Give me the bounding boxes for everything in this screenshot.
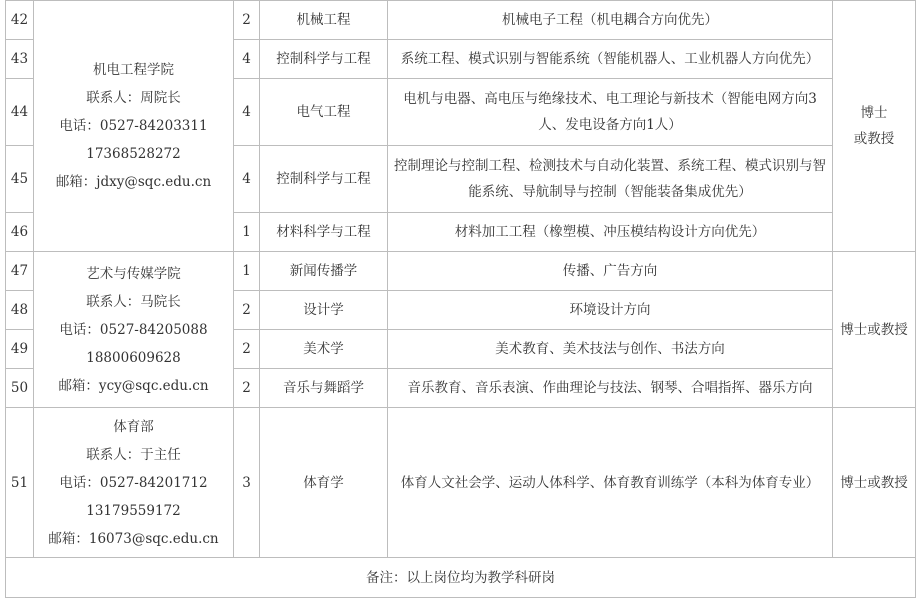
discipline: 机械工程 bbox=[260, 1, 388, 40]
degree-requirement bbox=[833, 1, 916, 252]
email-address: 邮箱：ycy@sqc.edu.cn bbox=[58, 377, 209, 394]
position-count: 1 bbox=[234, 213, 260, 252]
email-address: 邮箱：16073@sqc.edu.cn bbox=[48, 530, 219, 547]
row-number: 45 bbox=[6, 146, 34, 213]
research-direction: 音乐教育、音乐表演、作曲理论与技法、钢琴、合唱指挥、器乐方向 bbox=[388, 369, 833, 408]
phone-number: 电话：0527-84201712 bbox=[59, 474, 208, 491]
research-direction: 美术教育、美术技法与创作、书法方向 bbox=[388, 330, 833, 369]
position-count: 4 bbox=[234, 40, 260, 79]
table-row bbox=[6, 252, 916, 291]
contact-person: 联系人：于主任 bbox=[86, 446, 181, 463]
research-direction: 体育人文社会学、运动人体科学、体育教育训练学（本科为体育专业） bbox=[388, 408, 833, 558]
row-number: 51 bbox=[6, 408, 34, 558]
row-number: 46 bbox=[6, 213, 34, 252]
college-name: 体育部 bbox=[113, 418, 154, 435]
position-count: 4 bbox=[234, 146, 260, 213]
position-count: 3 bbox=[234, 408, 260, 558]
position-count: 2 bbox=[234, 291, 260, 330]
discipline: 电气工程 bbox=[260, 79, 388, 146]
discipline: 材料科学与工程 bbox=[260, 213, 388, 252]
college-name: 机电工程学院 bbox=[93, 62, 174, 78]
position-count: 4 bbox=[234, 79, 260, 146]
contact-person: 联系人：马院长 bbox=[86, 293, 181, 310]
row-number: 50 bbox=[6, 369, 34, 408]
row-number: 43 bbox=[6, 40, 34, 79]
row-number: 42 bbox=[6, 1, 34, 40]
position-count: 2 bbox=[234, 1, 260, 40]
table-note: 备注：以上岗位均为教学科研岗 bbox=[6, 558, 916, 598]
row-number: 48 bbox=[6, 291, 34, 330]
mobile-number: 13179559172 bbox=[86, 502, 181, 519]
discipline: 新闻传播学 bbox=[260, 252, 388, 291]
discipline: 体育学 bbox=[260, 408, 388, 558]
position-count: 2 bbox=[234, 330, 260, 369]
college-contact-cell bbox=[34, 1, 234, 252]
row-number: 49 bbox=[6, 330, 34, 369]
mobile-number: 18800609628 bbox=[86, 349, 181, 366]
college-contact-cell bbox=[34, 252, 234, 408]
research-direction: 系统工程、模式识别与智能系统（智能机器人、工业机器人方向优先） bbox=[388, 40, 833, 79]
degree-requirement: 博士或教授 bbox=[833, 252, 916, 408]
discipline: 控制科学与工程 bbox=[260, 40, 388, 79]
discipline: 控制科学与工程 bbox=[260, 146, 388, 213]
row-number: 44 bbox=[6, 79, 34, 146]
discipline: 美术学 bbox=[260, 330, 388, 369]
position-count: 2 bbox=[234, 369, 260, 408]
research-direction: 机械电子工程（机电耦合方向优先） bbox=[388, 1, 833, 40]
research-direction: 传播、广告方向 bbox=[388, 252, 833, 291]
college-contact-cell bbox=[34, 408, 234, 558]
research-direction: 控制理论与控制工程、检测技术与自动化装置、系统工程、模式识别与智能系统、导航制导与控制（智能装备集成优先） bbox=[388, 146, 833, 213]
phone-number: 电话：0527-84203311 bbox=[59, 118, 208, 134]
table-row bbox=[6, 408, 916, 558]
recruitment-table bbox=[5, 0, 916, 598]
mobile-number: 17368528272 bbox=[86, 146, 181, 162]
email-address: 邮箱：jdxy@sqc.edu.cn bbox=[55, 174, 212, 190]
research-direction: 电机与电器、高电压与绝缘技术、电工理论与新技术（智能电网方向3人、发电设备方向1人） bbox=[388, 79, 833, 146]
row-number: 47 bbox=[6, 252, 34, 291]
contact-person: 联系人：周院长 bbox=[86, 90, 181, 106]
position-count: 1 bbox=[234, 252, 260, 291]
phone-number: 电话：0527-84205088 bbox=[59, 321, 208, 338]
discipline: 音乐与舞蹈学 bbox=[260, 369, 388, 408]
research-direction: 环境设计方向 bbox=[388, 291, 833, 330]
college-name: 艺术与传媒学院 bbox=[86, 265, 181, 282]
degree-requirement: 博士或教授 bbox=[833, 408, 916, 558]
note-row bbox=[6, 558, 916, 598]
discipline: 设计学 bbox=[260, 291, 388, 330]
research-direction: 材料加工工程（橡塑模、冲压模结构设计方向优先） bbox=[388, 213, 833, 252]
degree-line-2: 或教授 bbox=[853, 131, 895, 147]
table-row bbox=[6, 1, 916, 40]
degree-line-1: 博士 bbox=[860, 105, 888, 121]
